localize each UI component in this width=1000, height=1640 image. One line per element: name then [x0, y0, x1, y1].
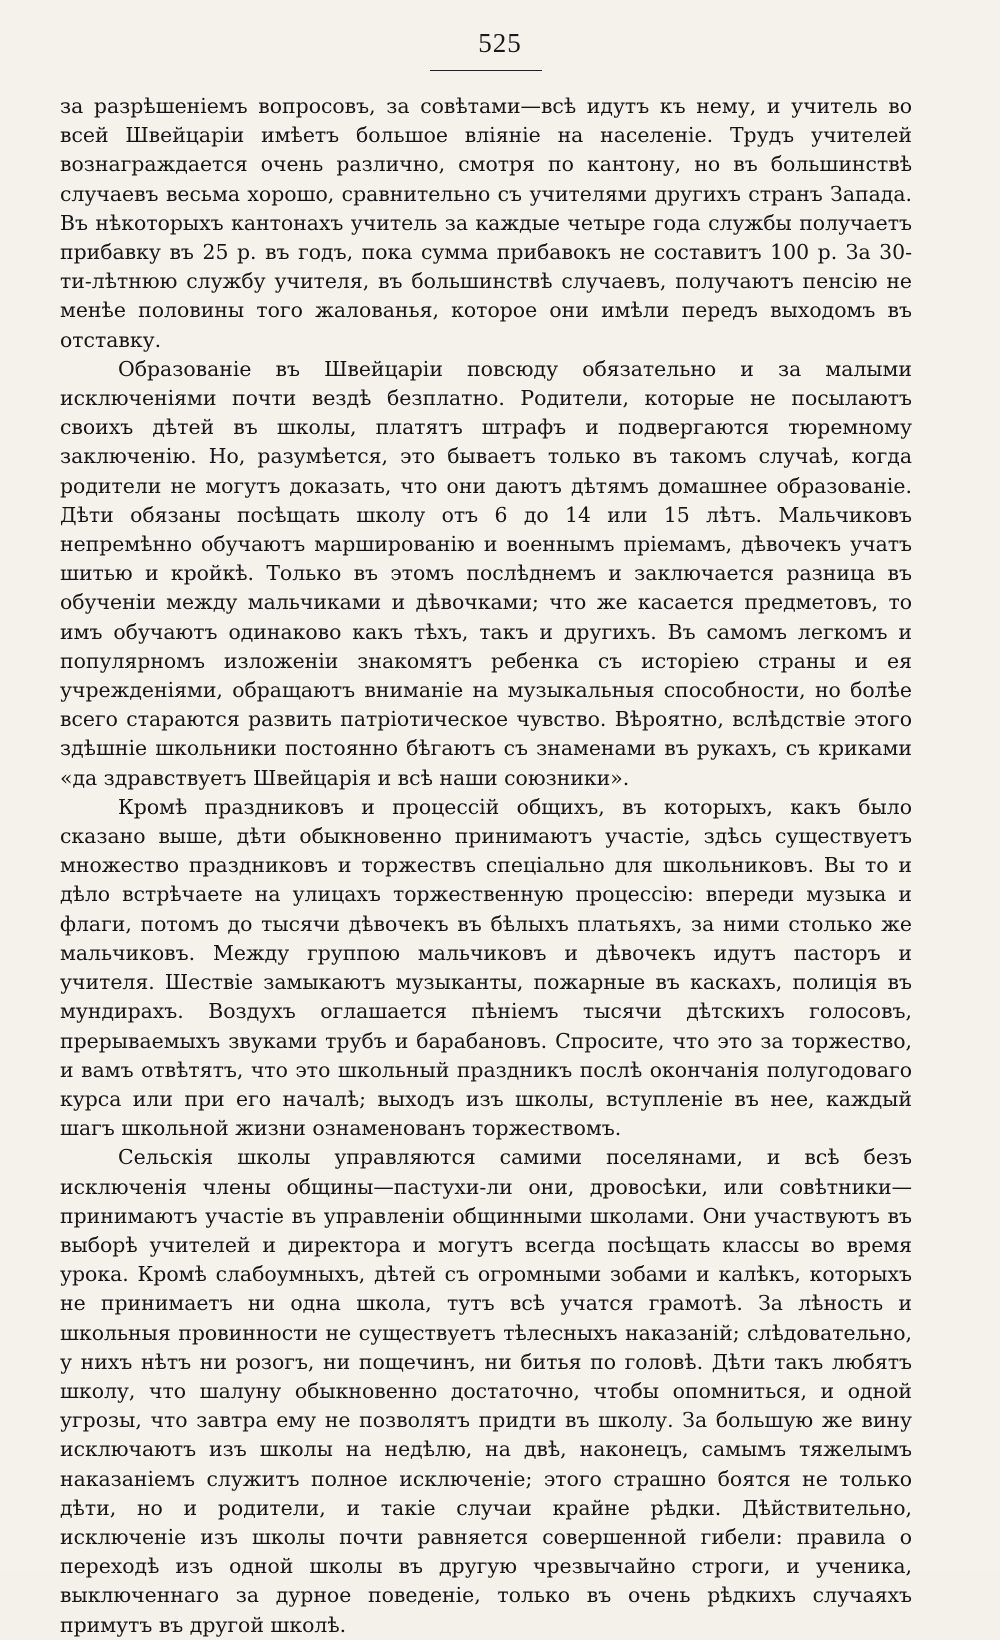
body-text	[60, 92, 912, 1640]
paragraph-4: Сельскія школы управляются самими поселянами, и всѣ безъ исключенія члены общины—пастухи-ли они, дровосѣки, или совѣтники—принимаютъ участіе въ управленіи общинными школами. Они участвуютъ въ выборѣ учителей и директора и могутъ всегда посѣщать классы во время урока. Кромѣ слабоумныхъ, дѣтей съ огромными зобами и калѣкъ, которыхъ не принимаетъ ни одна школа, тутъ всѣ учатся грамотѣ. За лѣность и школьныя провинности не существуетъ тѣлесныхъ наказаній; слѣдовательно, у нихъ нѣтъ ни розогъ, ни пощечинъ, ни битья по головѣ. Дѣти такъ любятъ школу, что шалуну обыкновенно достаточно, чтобы опомниться, и одной угрозы, что завтра ему не позволятъ придти въ школу. За большую же вину исключаютъ изъ школы на недѣлю, на двѣ, наконецъ, самымъ тяжелымъ наказаніемъ служитъ полное исключеніе; этого страшно боятся не только дѣти, но и родители, и такіе случаи крайне рѣдки. Дѣйствительно, исключеніе изъ школы почти равняется совершенной гибели: правила о переходѣ изъ одной школы въ другую чрезвычайно строги, и ученика, выключеннаго за дурное поведеніе, только въ очень рѣдкихъ случаяхъ примутъ въ другой школѣ.	[60, 1145, 912, 1637]
page-header	[0, 28, 1000, 59]
paragraph-1: за разрѣшеніемъ вопросовъ, за совѣтами—всѣ идутъ къ нему, и учитель во всей Швейцаріи имѣетъ большое вліяніе на населеніе. Трудъ учителей вознаграждается очень различно, смотря по кантону, но въ большинствѣ случаевъ весьма хорошо, сравнительно съ учителями другихъ странъ Запада. Въ нѣкоторыхъ кантонахъ учитель за каждые четыре года службы получаетъ прибавку въ 25 р. въ годъ, пока сумма прибавокъ не составитъ 100 р. За 30-ти-лѣтнюю службу учителя, въ большинствѣ случаевъ, получаютъ пенсію не менѣе половины того жалованья, которое они имѣли передъ выходомъ въ отставку.	[60, 94, 912, 352]
paragraph-3: Кромѣ праздниковъ и процессій общихъ, въ которыхъ, какъ было сказано выше, дѣти обыкновенно принимаютъ участіе, здѣсь существуетъ множество праздниковъ и торжествъ спеціально для школьниковъ. Вы то и дѣло встрѣчаете на улицахъ торжественную процессію: впереди музыка и флаги, потомъ до тысячи дѣвочекъ въ бѣлыхъ платьяхъ, за ними столько же мальчиковъ. Между группою мальчиковъ и дѣвочекъ идутъ пасторъ и учителя. Шествіе замыкаютъ музыканты, пожарные въ каскахъ, полиція въ мундирахъ. Воздухъ оглашается пѣніемъ тысячи дѣтскихъ голосовъ, прерываемыхъ звуками трубъ и барабановъ. Спросите, что это за торжество, и вамъ отвѣтятъ, что это школьный праздникъ послѣ окончанія полугодоваго курса или при его началѣ; выходъ изъ школы, вступленіе въ нее, каждый шагъ школьной жизни ознаменованъ торжествомъ.	[60, 794, 912, 1141]
header-rule	[430, 70, 542, 71]
paragraph-2: Образованіе въ Швейцаріи повсюду обязательно и за малыми исключеніями почти вездѣ безплатно. Родители, которые не посылаютъ своихъ дѣтей въ школы, платятъ штрафъ и подвергаются тюремному заключенію. Но, разумѣется, это бываетъ только въ такомъ случаѣ, когда родители не могутъ доказать, что они даютъ дѣтямъ домашнее образованіе. Дѣти обязаны посѣщать школу отъ 6 до 14 или 15 лѣтъ. Мальчиковъ непремѣнно обучаютъ маршированію и военнымъ пріемамъ, дѣвочекъ учатъ шитью и кройкѣ. Только въ этомъ послѣднемъ и заключается разница въ обученіи между мальчиками и дѣвочками; что же касается предметовъ, то имъ обучаютъ одинаково какъ тѣхъ, такъ и другихъ. Въ самомъ легкомъ и популярномъ изложеніи знакомятъ ребенка съ исторіею страны и ея учрежденіями, обращаютъ вниманіе на музыкальныя способности, но болѣе всего стараются развить патріотическое чувство. Вѣроятно, вслѣдствіе этого здѣшніе школьники постоянно бѣгаютъ съ знаменами въ рукахъ, съ криками «да здравствуетъ Швейцарія и всѣ наши союзники».	[60, 356, 912, 790]
page-number: 525	[478, 28, 522, 58]
